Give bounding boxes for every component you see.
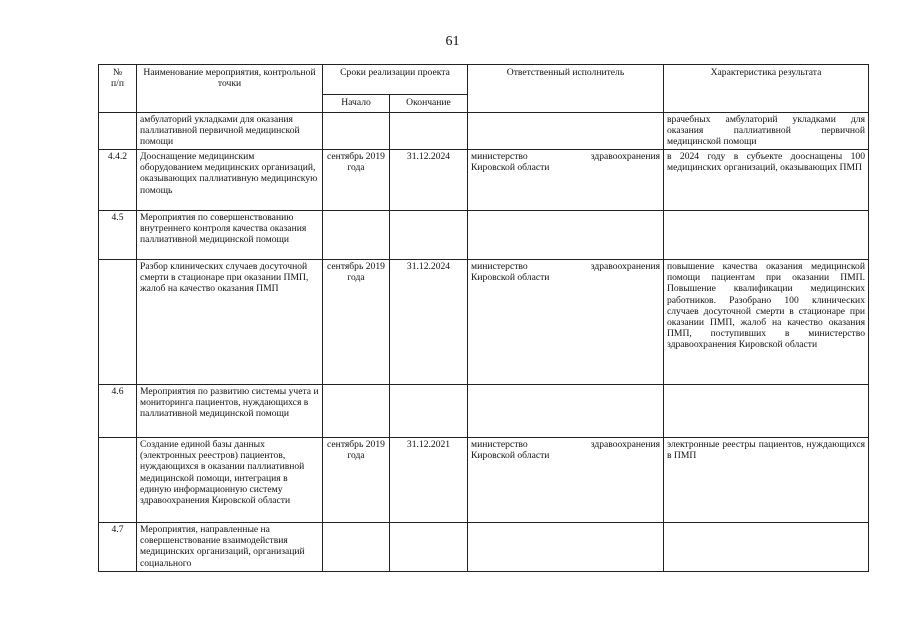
executor-region: Кировской области (471, 272, 550, 284)
table-row (99, 211, 869, 260)
row-result: врачебных амбулаторий укладками для оказания паллиативной первичной медицинской помощи (664, 113, 869, 150)
row-end-date (390, 385, 468, 438)
header-num: № п/п (99, 65, 137, 113)
row-activity-name: Дооснащение медицинским оборудованием медицинских организаций, оказывающих паллиативную медицинскую помощь (137, 150, 323, 211)
executor-region: Кировской области (471, 162, 550, 174)
row-end-date (390, 523, 468, 572)
executor-health: здравоохранения (590, 151, 660, 162)
page-number: 61 (445, 34, 460, 49)
row-start-date: сентябрь 2019 года (323, 260, 390, 385)
row-num (99, 260, 137, 385)
row-activity-name: Мероприятия по совершенствованию внутреннего контроля качества оказания паллиативной медицинской помощи (137, 211, 323, 260)
row-num (99, 113, 137, 150)
header-start: Начало (323, 95, 390, 113)
row-end-date: 31.12.2024 (390, 150, 468, 211)
executor-region: Кировской области (471, 450, 550, 462)
row-start-date: сентябрь 2019 года (323, 438, 390, 523)
row-executor (468, 211, 664, 260)
row-result: в 2024 году в субъекте дооснащены 100 медицинских организаций, оказывающих ПМП (664, 150, 869, 211)
row-start-date (323, 211, 390, 260)
executor-health: здравоохранения (590, 439, 660, 450)
row-executor (468, 113, 664, 150)
row-activity-name: амбулаторий укладками для оказания паллиативной первичной медицинской помощи (137, 113, 323, 150)
activities-table (98, 64, 869, 572)
row-executor (468, 260, 664, 385)
row-end-date: 31.12.2024 (390, 260, 468, 385)
header-end: Окончание (390, 95, 468, 113)
row-end-date (390, 211, 468, 260)
row-start-date (323, 523, 390, 572)
row-end-date (390, 113, 468, 150)
row-num: 4.5 (99, 211, 137, 260)
row-num: 4.7 (99, 523, 137, 572)
row-executor (468, 385, 664, 438)
row-start-date (323, 113, 390, 150)
header-name: Наименование мероприятия, контрольной точки (137, 65, 323, 113)
executor-ministry: министерство (471, 439, 528, 450)
row-end-date: 31.12.2021 (390, 438, 468, 523)
row-num (99, 438, 137, 523)
row-result (664, 211, 869, 260)
table-row (99, 150, 869, 211)
row-result: повышение качества оказания медицинской помощи пациентам при оказании ПМП. Повышение квалификации медицинских работников. Разобрано 100 клинических случаев досуточной смерти в стационаре при оказании ПМП, жалоб на качество оказания ПМП, поступивших в министерство здравоохранения Кировской области (664, 260, 869, 385)
table-row (99, 523, 869, 572)
row-start-date: сентябрь 2019 года (323, 150, 390, 211)
row-executor (468, 523, 664, 572)
table-row (99, 438, 869, 523)
row-start-date (323, 385, 390, 438)
header-executor: Ответственный исполнитель (468, 65, 664, 113)
header-period: Сроки реализации проекта (323, 65, 468, 95)
executor-ministry: министерство (471, 261, 528, 272)
row-activity-name: Мероприятия по развитию системы учета и мониторинга пациентов, нуждающихся в паллиативной медицинской помощи (137, 385, 323, 438)
row-num: 4.4.2 (99, 150, 137, 211)
table-row (99, 260, 869, 385)
row-activity-name: Разбор клинических случаев досуточной смерти в стационаре при оказании ПМП, жалоб на качество оказания ПМП (137, 260, 323, 385)
header-result: Характеристика результата (664, 65, 869, 113)
row-executor (468, 150, 664, 211)
table-header-row (99, 65, 869, 95)
row-result: электронные реестры пациентов, нуждающихся в ПМП (664, 438, 869, 523)
table-row (99, 113, 869, 150)
table-row (99, 385, 869, 438)
row-activity-name: Создание единой базы данных (электронных реестров) пациентов, нуждающихся в оказании паллиативной медицинской помощи, интеграция в единую информационную систему здравоохранения Кировской области (137, 438, 323, 523)
row-result (664, 385, 869, 438)
row-num: 4.6 (99, 385, 137, 438)
row-executor (468, 438, 664, 523)
executor-ministry: министерство (471, 151, 528, 162)
row-activity-name: Мероприятия, направленные на совершенствование взаимодействия медицинских организаций, организаций социального (137, 523, 323, 572)
row-result (664, 523, 869, 572)
executor-health: здравоохранения (590, 261, 660, 272)
